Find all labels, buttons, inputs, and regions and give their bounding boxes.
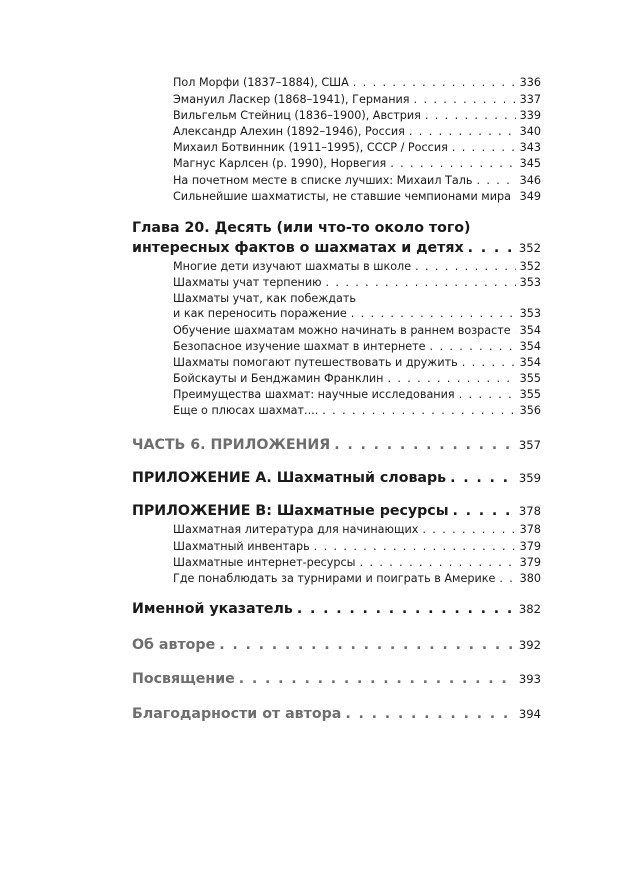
leader-dots — [459, 387, 516, 402]
toc-entry-title: Шахматные интернет-ресурсы — [173, 556, 356, 569]
toc-page-number: 354 — [519, 324, 541, 337]
toc-page-number: 379 — [519, 556, 541, 569]
toc-page-number: 379 — [519, 540, 541, 553]
leader-dots — [453, 502, 515, 520]
toc-entry[interactable] — [173, 387, 541, 402]
toc-entry[interactable] — [173, 75, 541, 90]
toc-page-number: 337 — [519, 93, 541, 106]
toc-entry-title: Бойскауты и Бенджамин Франклин — [173, 372, 384, 385]
dedication-entry[interactable] — [132, 670, 541, 688]
toc-entry[interactable] — [173, 306, 541, 321]
toc-entry[interactable] — [173, 539, 541, 554]
index-title: Именной указатель — [132, 601, 293, 617]
leader-dots — [450, 469, 515, 487]
toc-entry[interactable] — [173, 403, 541, 418]
toc-page-number: 359 — [518, 471, 541, 485]
toc-page-number: 378 — [519, 523, 541, 536]
leader-dots — [322, 403, 515, 418]
leader-dots — [515, 189, 516, 204]
toc-entry-title: Магнус Карлсен (р. 1990), Норвегия — [173, 157, 387, 170]
part-6-entry[interactable] — [132, 436, 541, 454]
about-author-entry[interactable] — [132, 636, 541, 654]
leader-dots — [415, 259, 516, 274]
leader-dots — [468, 239, 515, 257]
toc-entry-title: Где понаблюдать за турнирами и поиграть в Америке — [173, 572, 496, 585]
toc-entry[interactable] — [173, 124, 541, 139]
toc-entry-title: Вильгельм Стейниц (1836–1900), Австрия — [173, 109, 421, 122]
leader-dots — [239, 670, 515, 688]
toc-page-number: 357 — [518, 438, 541, 452]
toc-entry[interactable] — [173, 173, 541, 188]
leader-dots — [452, 140, 516, 155]
leader-dots — [462, 355, 516, 370]
leader-dots — [353, 75, 516, 90]
toc-page-number: 352 — [518, 241, 541, 255]
toc-page-number: 378 — [518, 504, 541, 518]
toc-entry-title: Эмануил Ласкер (1868–1941), Германия — [173, 93, 410, 106]
toc-page-number: 355 — [519, 372, 541, 385]
leader-dots — [499, 571, 515, 586]
toc-page-number: 392 — [518, 638, 541, 652]
leader-dots — [390, 156, 515, 171]
toc-entry-title: Преимущества шахмат: научные исследования — [173, 388, 455, 401]
leader-dots — [515, 323, 516, 338]
toc-page-number: 340 — [519, 125, 541, 138]
toc-page-number: 349 — [519, 190, 541, 203]
toc-page-number: 354 — [519, 356, 541, 369]
toc-entry-title: Михаил Ботвинник (1911–1995), СССР / Россия — [173, 141, 448, 154]
toc-entry-title: и как переносить поражение — [173, 307, 347, 320]
chapter-20-title-line1[interactable]: Глава 20. Десять (или что-то около того) — [132, 220, 471, 236]
toc-page-number: 345 — [519, 157, 541, 170]
acknowledgements-title: Благодарности от автора — [132, 706, 342, 722]
leader-dots — [345, 705, 515, 723]
toc-page-number: 353 — [519, 307, 541, 320]
toc-page-number: 355 — [519, 388, 541, 401]
toc-page-number: 382 — [518, 602, 541, 616]
toc-entry[interactable] — [173, 156, 541, 171]
toc-entry-title: Шахматы учат терпению — [173, 276, 322, 289]
toc-page-number: 380 — [519, 572, 541, 585]
toc-entry[interactable] — [173, 92, 541, 107]
leader-dots — [476, 173, 515, 188]
toc-entry-title: Многие дети изучают шахматы в школе — [173, 260, 412, 273]
toc-page-number: 394 — [518, 707, 541, 721]
toc-page-number: 343 — [519, 141, 541, 154]
toc-entry[interactable] — [173, 189, 541, 204]
toc-entry-title-line1[interactable]: Шахматы учат, как побеждать — [173, 292, 357, 305]
toc-entry-title: Безопасное изучение шахмат в интернете — [173, 340, 426, 353]
leader-dots — [314, 539, 516, 554]
toc-entry[interactable] — [173, 140, 541, 155]
chapter-20-title-line2: интересных фактов о шахматах и детях — [132, 240, 464, 256]
toc-page-number: 353 — [519, 276, 541, 289]
toc-entry[interactable] — [173, 522, 541, 537]
toc-entry[interactable] — [173, 355, 541, 370]
leader-dots — [334, 436, 515, 454]
leader-dots — [422, 522, 515, 537]
leader-dots — [360, 555, 516, 570]
appendix-a-title: ПРИЛОЖЕНИЕ А. Шахматный словарь — [132, 470, 447, 486]
index-entry[interactable] — [132, 600, 541, 618]
appendix-b-entry[interactable] — [132, 502, 541, 520]
toc-entry-title: Александр Алехин (1892–1946), Россия — [173, 125, 405, 138]
toc-page-number: 352 — [519, 260, 541, 273]
toc-entry[interactable] — [173, 371, 541, 386]
chapter-20-entry[interactable] — [132, 239, 541, 257]
leader-dots — [219, 636, 515, 654]
appendix-a-entry[interactable] — [132, 469, 541, 487]
toc-page-number: 354 — [519, 340, 541, 353]
toc-entry-title: На почетном месте в списке лучших: Михаил Таль — [173, 174, 473, 187]
about-author-title: Об авторе — [132, 637, 216, 653]
toc-entry-title: Пол Морфи (1837–1884), США — [173, 76, 349, 89]
toc-entry-title: Шахматная литература для начинающих — [173, 523, 419, 536]
toc-entry-title: Еще о плюсах шахмат.... — [173, 404, 319, 417]
part-6-title: ЧАСТЬ 6. ПРИЛОЖЕНИЯ — [132, 437, 331, 453]
toc-entry[interactable] — [173, 108, 541, 123]
leader-dots — [430, 339, 516, 354]
toc-entry[interactable] — [173, 323, 541, 338]
toc-entry-title: Сильнейшие шахматисты, не ставшие чемпионами мира — [173, 190, 511, 203]
dedication-title: Посвящение — [132, 671, 235, 687]
leader-dots — [425, 108, 516, 123]
toc-entry-title: Шахматы помогают путешествовать и дружить — [173, 356, 458, 369]
toc-entry[interactable] — [173, 259, 541, 274]
toc-entry-title: Обучение шахматам можно начинать в раннем возрасте — [173, 324, 511, 337]
leader-dots — [414, 92, 516, 107]
toc-page-number: 336 — [519, 76, 541, 89]
toc-entry[interactable] — [173, 275, 541, 290]
toc-page-number: 339 — [519, 109, 541, 122]
leader-dots — [409, 124, 516, 139]
leader-dots — [326, 275, 516, 290]
toc-entry-title: Шахматный инвентарь — [173, 540, 310, 553]
appendix-b-title: ПРИЛОЖЕНИЕ В: Шахматные ресурсы — [132, 503, 449, 519]
acknowledgements-entry[interactable] — [132, 705, 541, 723]
toc-page-number: 393 — [518, 672, 541, 686]
leader-dots — [351, 306, 516, 321]
toc-page-number: 346 — [519, 174, 541, 187]
leader-dots — [297, 600, 515, 618]
toc-entry[interactable] — [173, 555, 541, 570]
toc-entry[interactable] — [173, 339, 541, 354]
toc-page-number: 356 — [519, 404, 541, 417]
leader-dots — [387, 371, 515, 386]
toc-entry[interactable] — [173, 571, 541, 586]
